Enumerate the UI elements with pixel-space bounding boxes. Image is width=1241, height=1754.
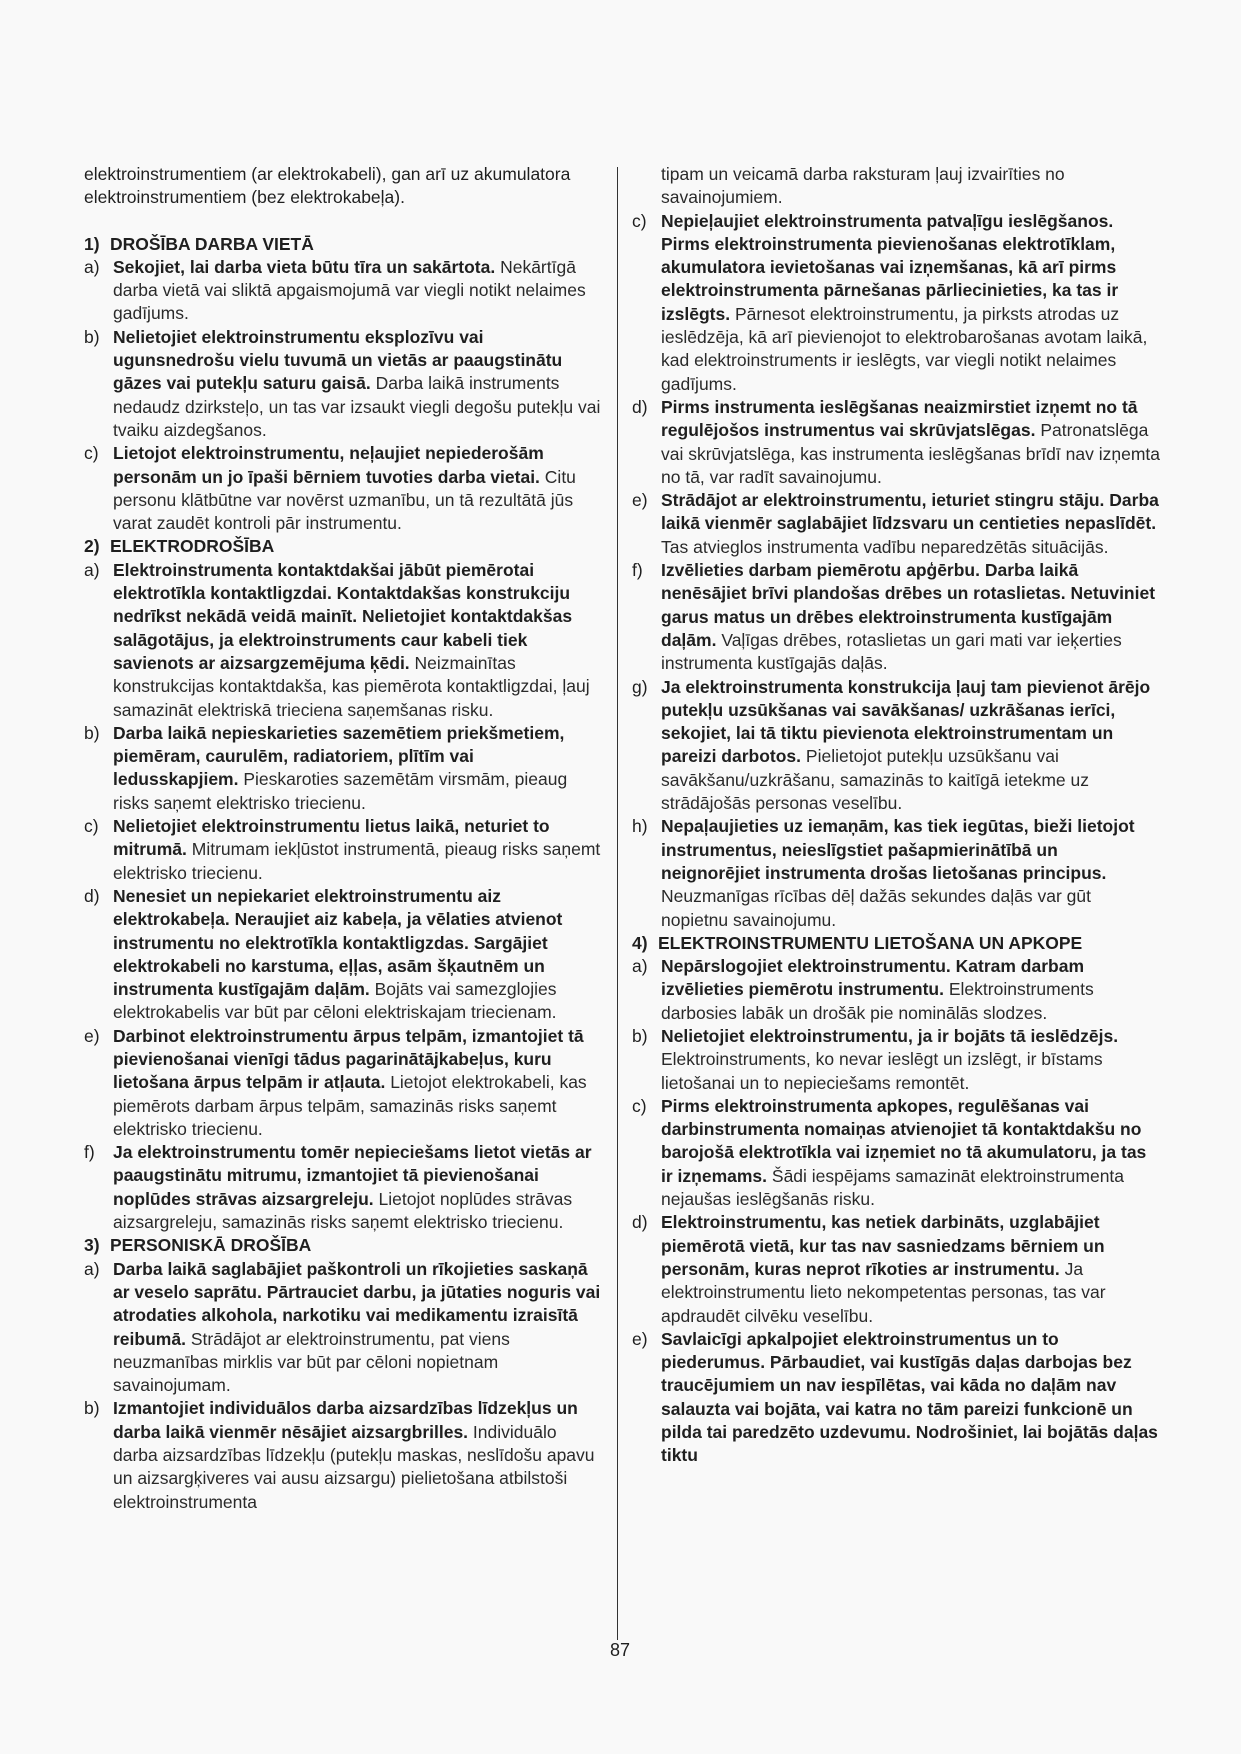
list-item: d) Pirms instrumenta ieslēgšanas neaizmirstiet izņemt no tā regulējošos instrumentus vai skrūvjatslēgas. Patronatslēga vai skrūvjatslēga, kas instrumenta ieslēgšanas brīdī nav izņemta no tā, var radīt savainojumu. (632, 396, 1160, 487)
list-item: a) Darba laikā saglabājiet paškontroli un rīkojieties saskaņā ar veselo saprātu. Pārtrauciet darbu, ja jūtaties noguris vai atrodaties alkohola, narkotiku vai medikamentu izraisītā reibumā. Strādājot ar elektroinstrumentu, pat viens neuzmanības mirklis var būt par cēloni nopietnam savainojumam. (84, 1258, 601, 1396)
list-item: d) Elektroinstrumentu, kas netiek darbināts, uzglabājiet piemērotā vietā, kur tas nav sasniedzams bērniem un personām, kuras neprot rīkoties ar instrumentu. Ja elektroinstrumentu lieto nekompetentas personas, tas var apdraudēt cilvēku veselību. (632, 1212, 1106, 1326)
page-number: 87 (609, 1640, 631, 1660)
list-item: g) Ja elektroinstrumenta konstrukcija ļauj tam pievienot ārējo putekļu uzsūkšanas vai savākšanas/ uzkrāšanas ierīci, sekojiet, lai tā tiktu pievienota elektroinstrumentam un pareizi darbotos. Pielietojot putekļu uzsūkšanu vai savākšanu/uzkrāšanu, samazinās to kaitīgā ietekme uz strādājošās personas veselību. (632, 676, 1151, 814)
intro-paragraph: elektroinstrumentiem (ar elektrokabeli), gan arī uz akumulatora elektroinstrumentiem (bez elektrokabeļa). (84, 164, 571, 208)
list-item: e) Darbinot elektroinstrumentu ārpus telpām, izmantojiet tā pievienošanai vienīgi tādus pagarinātājkabeļus, kuru lietošana ārpus telpām ir atļauta. Lietojot elektrokabeli, kas piemērots darbam ārpus telpām, samazinās risks saņemt elektrisko triecienu. (84, 1025, 587, 1139)
list-item: a) Sekojiet, lai darba vieta būtu tīra un sakārtota. Nekārtīgā darba vietā vai sliktā apgaismojumā var viegli notikt nelaimes gadījums. (84, 256, 586, 324)
section-heading-4: 4) ELEKTROINSTRUMENTU LIETOŠANA UN APKOPE (632, 932, 1083, 953)
list-item: b) Nelietojiet elektroinstrumentu eksplozīvu vai ugunsnedrošu vielu tuvumā un vietās ar paaugstinātu gāzes vai putekļu saturu gaisā. Darba laikā instruments nedaudz dzirksteļo, un tas var izsaukt viegli degošu putekļu vai tvaiku aizdegšanos. (84, 326, 601, 440)
list-item: c) Pirms elektroinstrumenta apkopes, regulēšanas vai darbinstrumenta nomaiņas atvienojiet tā kontaktdakšu no barojošā elektrotīkla vai izņemiet no tā akumulatoru, ja tas ir izņemams. Šādi iespējams samazināt elektroinstrumenta nejaušas ieslēgšanās risku. (632, 1095, 1147, 1210)
list-item: a) Nepārslogojiet elektroinstrumentu. Katram darbam izvēlieties piemērotu instrumentu. Elektroinstruments darbosies labāk un drošāk pie nominālās slodzes. (632, 956, 1094, 1023)
list-item: d) Nenesiet un nepiekariet elektroinstrumentu aiz elektrokabeļa. Neraujiet aiz kabeļa, ja vēlaties atvienot instrumentu no elektrotīkla kontaktligzdas. Sargājiet elektrokabeli no karstuma, eļļas, asām šķautnēm un instrumenta kustīgajām daļām. Bojāts vai samezglojies elektrokabelis var būt par cēloni elektriskajam triecienam. (84, 885, 563, 1023)
list-item-continued: tipam un veicamā darba raksturam ļauj izvairīties no savainojumiem. (661, 164, 1065, 208)
section-heading-1: 1) DROŠĪBA DARBA VIETĀ (84, 233, 314, 254)
section-heading-2: 2) ELEKTRODROŠĪBA (84, 536, 275, 557)
list-item: h) Nepaļaujieties uz iemaņām, kas tiek iegūtas, bieži lietojot instrumentus, neieslīgstiet pašapmierinātībā un neignorējiet instrumenta drošas lietošanas principus. Neuzmanīgas rīcības dēļ dažās sekundes daļās var gūt nopietnu savainojumu. (632, 816, 1135, 930)
list-item: b) Nelietojiet elektroinstrumentu, ja ir bojāts tā ieslēdzējs. Elektroinstruments, ko nevar ieslēgt un izslēgt, ir bīstams lietošanai un to nepieciešams remontēt. (632, 1025, 1119, 1093)
list-item: b) Izmantojiet individuālos darba aizsardzības līdzekļus un darba laikā vienmēr nēsājiet aizsargbrilles. Individuālo darba aizsardzības līdzekļu (putekļu maskas, neslīdošu apavu un aizsargķiveres vai ausu aizsargu) pielietošana atbilstoši elektroinstrumenta (84, 1398, 595, 1512)
section-heading-3: 3) PERSONISKĀ DROŠĪBA (84, 1235, 312, 1256)
list-item: c) Nepieļaujiet elektroinstrumenta patvaļīgu ieslēgšanos. Pirms elektroinstrumenta pievienošanas elektrotīklam, akumulatora ievietošanas vai izņemšanas, kā arī pirms elektroinstrumenta pārnešanas pārliecinieties, ka tas ir izslēgts. Pārnesot elektroinstrumentu, ja pirksts atrodas uz ieslēdzēja, kā arī pievienojot to elektrobarošanas avotam laikā, kad elektroinstruments ir ieslēgts, var viegli notikt nelaimes gadījums. (632, 210, 1148, 394)
right-column (632, 163, 1160, 1468)
list-item: c) Lietojot elektroinstrumentu, neļaujiet nepiederošām personām un jo īpaši bērniem tuvoties darba vietai. Citu personu klātbūtne var novērst uzmanību, un tā rezultātā jūs varat zaudēt kontroli pār instrumentu. (84, 443, 576, 534)
left-column (84, 163, 604, 1514)
column-divider (617, 167, 618, 1640)
list-item: a) Elektroinstrumenta kontaktdakšai jābūt piemērotai elektrotīkla kontaktligzdai. Kontaktdakšas konstrukciju nedrīkst nekādā veidā mainīt. Nelietojiet kontaktdakšas salāgotājus, ja elektroinstruments caur kabeli tiek savienots ar aizsargzemējuma ķēdi. Neizmainītas konstrukcijas kontaktdakša, kas piemērota kontaktligzdai, ļauj samazināt elektriskā trieciena saņemšanas risku. (84, 559, 590, 720)
list-item: f) Ja elektroinstrumentu tomēr nepieciešams lietot vietās ar paaugstinātu mitrumu, izmantojiet tā pievienošanai noplūdes strāvas aizsargreleju. Lietojot noplūdes strāvas aizsargreleju, samazinās risks saņemt elektrisko triecienu. (84, 1142, 592, 1233)
list-item: e) Strādājot ar elektroinstrumentu, ieturiet stingru stāju. Darba laikā vienmēr saglabājiet līdzsvaru un centieties nepaslīdēt. Tas atvieglos instrumenta vadību neparedzētās situācijās. (632, 490, 1159, 557)
list-item: f) Izvēlieties darbam piemērotu apģērbu. Darba laikā nenēsājiet brīvi plandošas drēbes un rotaslietas. Netuviniet garus matus un drēbes elektroinstrumenta kustīgajām daļām. Vaļīgas drēbes, rotaslietas un gari mati var ieķerties instrumenta kustīgajās daļās. (632, 560, 1156, 674)
list-item: e) Savlaicīgi apkalpojiet elektroinstrumentus un to piederumus. Pārbaudiet, vai kustīgās daļas darbojas bez traucējumiem un nav iespīlētas, vai kāda no daļām nav salauzta vai bojāta, vai katra no tām pareizi funkcionē un pilda tai paredzēto uzdevumu. Nodrošiniet, lai bojātās daļas tiktu (632, 1328, 1158, 1466)
list-item: b) Darba laikā nepieskarieties sazemētiem priekšmetiem, piemēram, caurulēm, radiatoriem, plītīm vai ledusskapjiem. Pieskaroties sazemētām virsmām, pieaug risks saņemt elektrisko triecienu. (84, 722, 568, 813)
list-item: c) Nelietojiet elektroinstrumentu lietus laikā, neturiet to mitrumā. Mitrumam iekļūstot instrumentā, pieaug risks saņemt elektrisko triecienu. (84, 816, 601, 883)
